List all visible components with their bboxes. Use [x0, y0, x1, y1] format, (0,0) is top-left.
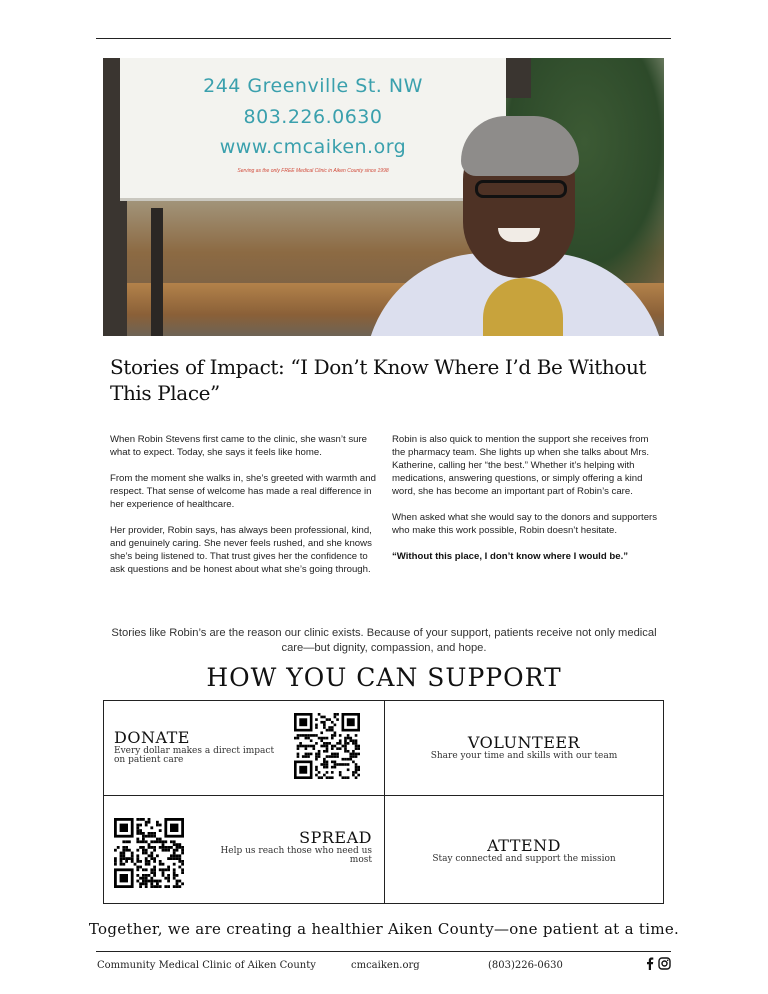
donate-title: DONATE — [114, 728, 190, 747]
article-summary: Stories like Robin’s are the reason our clinic exists. Because of your support, patients receive not only medical care—but dignity, compassion, and hope. — [111, 627, 657, 654]
donate-qr-code-icon[interactable] — [294, 713, 360, 779]
article-paragraph: Her provider, Robin says, has always been professional, kind, and genuinely caring. She never feels rushed, and she knows she’s being listened to. That trust gives her the confidence to ask questions and be honest about what she’s going through. — [110, 525, 372, 575]
support-grid — [103, 700, 664, 904]
spread-title: SPREAD — [299, 828, 372, 847]
article-right-column — [392, 433, 664, 576]
article-paragraph: From the moment she walks in, she’s greeted with warmth and respect. That sense of welcome has made a real difference in her experience of healthcare. — [110, 473, 376, 510]
attend-description: Stay connected and support the mission — [432, 854, 616, 864]
attend-title: ATTEND — [487, 836, 561, 855]
sign-phone: 803.226.0630 — [243, 106, 383, 128]
attend-cell — [385, 836, 663, 864]
spread-cell — [200, 828, 372, 865]
volunteer-title: VOLUNTEER — [467, 733, 581, 752]
donate-cell — [114, 728, 284, 765]
volunteer-description: Share your time and skills with our team — [430, 751, 618, 761]
footer-organization: Community Medical Clinic of Aiken County — [97, 960, 316, 971]
robin-photo — [103, 58, 664, 336]
spread-qr-code-icon[interactable] — [114, 818, 184, 888]
article-left-column — [110, 433, 382, 589]
sign-address: 244 Greenville St. NW — [203, 75, 423, 97]
facebook-icon[interactable] — [645, 957, 654, 970]
top-divider — [96, 38, 671, 39]
robin-quote: “Without this place, I don’t know where I would be.” — [392, 551, 629, 562]
donate-description: Every dollar makes a direct impact on patient care — [114, 746, 275, 765]
article-title: Stories of Impact: “I Don’t Know Where I’d Be Without This Place” — [110, 355, 647, 405]
grid-divider — [104, 795, 663, 796]
sign-website: www.cmcaiken.org — [219, 136, 407, 158]
robin-portrait — [365, 88, 664, 336]
instagram-icon[interactable] — [658, 957, 671, 970]
grid-divider — [384, 701, 385, 903]
article-paragraph: Robin is also quick to mention the support she receives from the pharmacy team. She lights up when she talks about Mrs. Katherine, calling her “the best.” Whether it’s helping with medications, answering questions, or simply offering a kind word, she has become an important part of Robin’s care. — [392, 434, 650, 497]
footer-website-link[interactable]: cmcaiken.org — [351, 960, 420, 971]
volunteer-cell — [385, 733, 663, 761]
sign-tagline: Serving as the only FREE Medical Clinic in Aiken County since 1998 — [237, 168, 389, 174]
article-paragraph: When Robin Stevens first came to the clinic, she wasn’t sure what to expect. Today, she says it feels like home. — [110, 434, 368, 458]
closing-statement: Together, we are creating a healthier Aiken County—one patient at a time. — [88, 920, 680, 938]
spread-description: Help us reach those who need us most — [220, 846, 372, 865]
bottom-divider — [96, 951, 671, 952]
article-paragraph: When asked what she would say to the donors and supporters who make this work possible, Robin doesn’t hesitate. — [392, 512, 658, 536]
social-links — [645, 957, 671, 970]
support-heading: HOW YOU CAN SUPPORT — [206, 663, 562, 692]
footer-phone: (803)226-0630 — [488, 960, 563, 971]
